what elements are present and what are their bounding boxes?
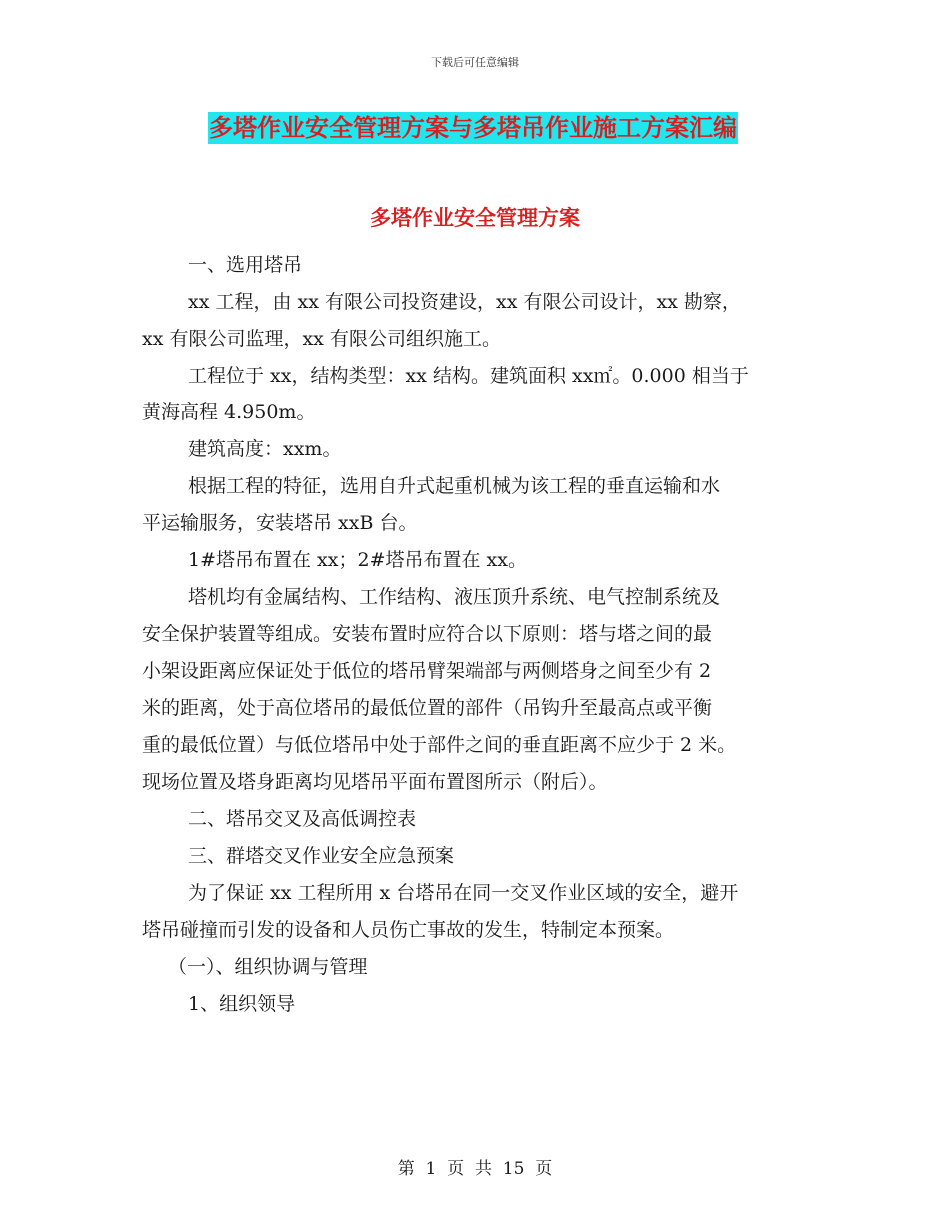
paragraph-line: 安全保护装置等组成。安装布置时应符合以下原则：塔与塔之间的最 [142,623,713,645]
heading-emergency-plan: 三、群塔交叉作业安全应急预案 [188,845,455,867]
paragraph-line: 为了保证 xx 工程所用 x 台塔吊在同一交叉作业区域的安全，避开 [188,882,739,904]
paragraph-line: xx 有限公司监理，xx 有限公司组织施工。 [142,328,501,350]
section-title: 多塔作业安全管理方案 [370,205,580,230]
paragraph-line: 塔吊碰撞而引发的设备和人员伤亡事故的发生，特制定本预案。 [142,919,675,941]
subheading-organization: （一）、组织协调与管理 [168,956,368,978]
paragraph-line: 建筑高度：xxm。 [188,438,342,460]
paragraph-line: 工程位于 xx，结构类型：xx 结构。建筑面积 xx㎡。0.000 相当于 [188,365,749,387]
paragraph-line: 平运输服务，安装塔吊 xxB 台。 [142,512,418,534]
paragraph-line: xx 工程，由 xx 有限公司投资建设，xx 有限公司设计，xx 勘察， [188,291,741,313]
paragraph-line: 塔机均有金属结构、工作结构、液压顶升系统、电气控制系统及 [188,586,721,608]
paragraph-line: 1#塔吊布置在 xx；2#塔吊布置在 xx。 [188,549,527,571]
heading-select-tower-crane: 一、选用塔吊 [188,254,303,276]
page-footer: 第 1 页 共 15 页 [397,1159,553,1179]
paragraph-line: 小架设距离应保证处于低位的塔吊臂架端部与两侧塔身之间至少有 2 [142,660,712,682]
paragraph-line: 重的最低位置）与低位塔吊中处于部件之间的垂直距离不应少于 2 米。 [142,734,737,756]
subheading-leadership: 1、组织领导 [188,993,296,1015]
heading-crossing-control-table: 二、塔吊交叉及高低调控表 [188,808,417,830]
paragraph-line: 现场位置及塔身距离均见塔吊平面布置图所示（附后）。 [142,771,608,793]
paragraph-line: 根据工程的特征，选用自升式起重机械为该工程的垂直运输和水 [188,475,721,497]
paragraph-line: 黄海高程 4.950m。 [142,401,316,423]
paragraph-line: 米的距离，处于高位塔吊的最低位置的部件（吊钩升至最高点或平衡 [142,697,713,719]
document-main-title: 多塔作业安全管理方案与多塔吊作业施工方案汇编 [209,113,737,142]
header-note: 下载后可任意编辑 [431,56,519,69]
